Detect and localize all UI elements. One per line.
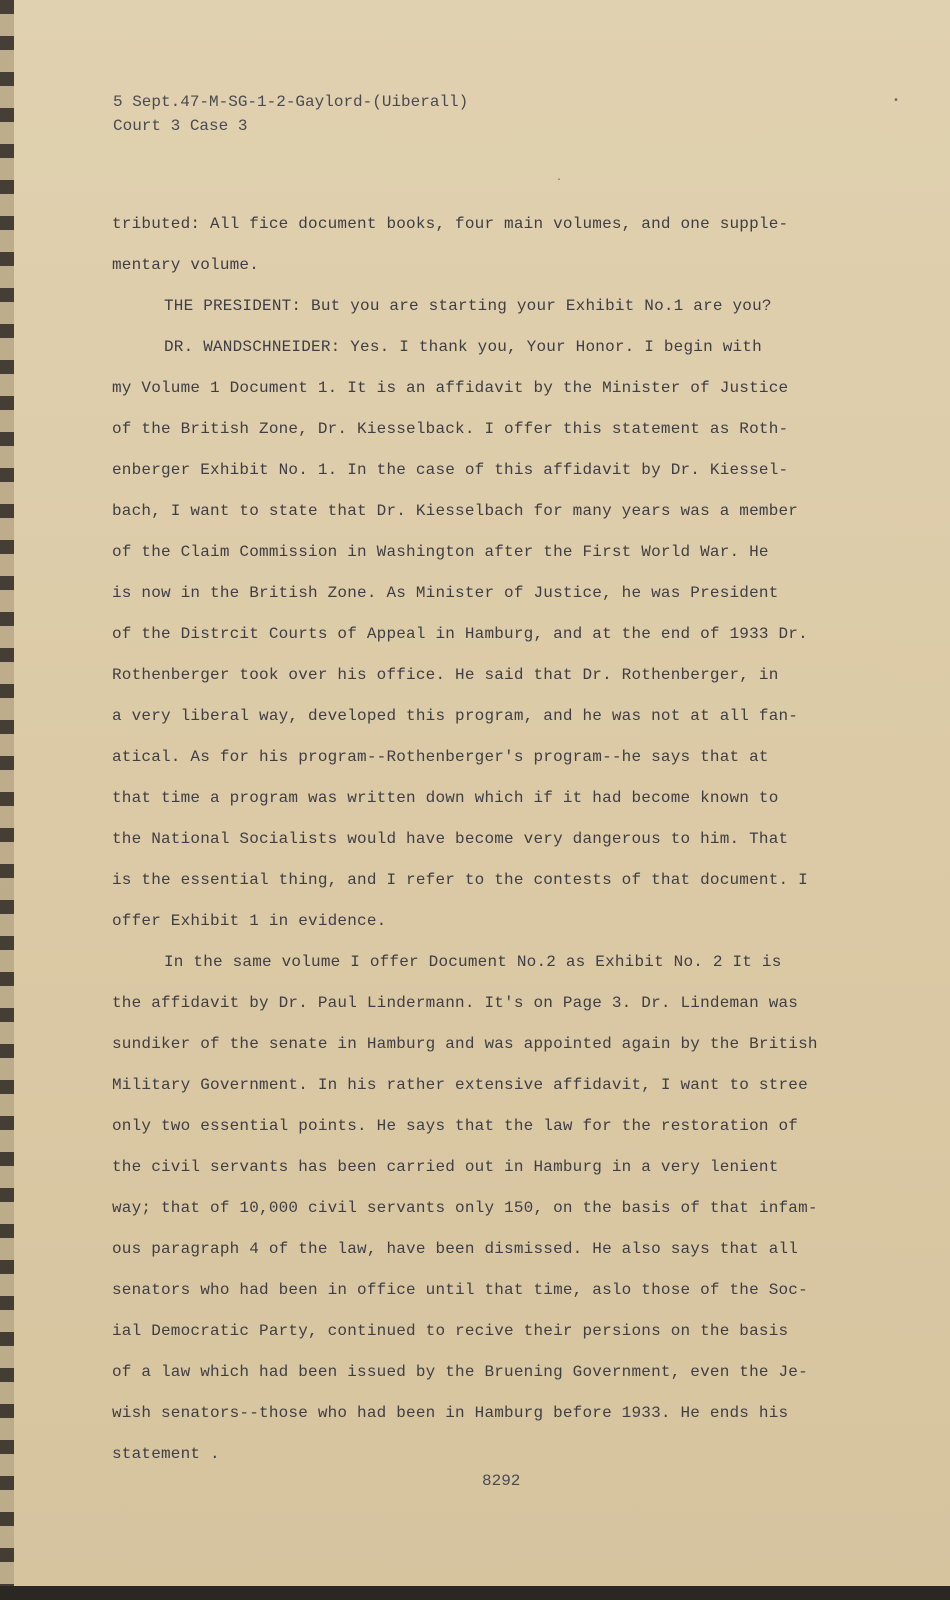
text-line: is now in the British Zone. As Minister of Justice, he was President — [112, 584, 779, 602]
header-court-case: Court 3 Case 3 — [113, 117, 248, 135]
text-line: THE PRESIDENT: But you are starting your Exhibit No.1 are you? — [164, 297, 772, 315]
text-line: wish senators--those who had been in Hamburg before 1933. He ends his — [112, 1404, 789, 1422]
stray-mark: . — [556, 173, 563, 184]
text-line: In the same volume I offer Document No.2 as Exhibit No. 2 It is — [164, 953, 782, 971]
text-line: the affidavit by Dr. Paul Lindermann. It's on Page 3. Dr. Lindeman was — [112, 994, 799, 1012]
binding-strip — [0, 0, 14, 1600]
text-line: of the Distrcit Courts of Appeal in Hamburg, and at the end of 1933 Dr. — [112, 625, 808, 643]
text-line: offer Exhibit 1 in evidence. — [112, 912, 387, 930]
text-line: Military Government. In his rather extensive affidavit, I want to stree — [112, 1076, 808, 1094]
text-line: of the British Zone, Dr. Kiesselback. I offer this statement as Roth- — [112, 420, 789, 438]
text-line: enberger Exhibit No. 1. In the case of this affidavit by Dr. Kiessel- — [112, 461, 789, 479]
text-line: of the Claim Commission in Washington after the First World War. He — [112, 543, 769, 561]
text-line: only two essential points. He says that the law for the restoration of — [112, 1117, 799, 1135]
text-line: ous paragraph 4 of the law, have been dismissed. He also says that all — [112, 1240, 799, 1258]
text-line: DR. WANDSCHNEIDER: Yes. I thank you, Your Honor. I begin with — [164, 338, 762, 356]
text-line: a very liberal way, developed this program, and he was not at all fan- — [112, 707, 799, 725]
text-line: the National Socialists would have become very dangerous to him. That — [112, 830, 789, 848]
text-line: of a law which had been issued by the Bruening Government, even the Je- — [112, 1363, 808, 1381]
text-line: ial Democratic Party, continued to recive their persions on the basis — [112, 1322, 789, 1340]
text-line: my Volume 1 Document 1. It is an affidavit by the Minister of Justice — [112, 379, 789, 397]
header-reference: 5 Sept.47-M-SG-1-2-Gaylord-(Uiberall) — [113, 93, 469, 111]
text-line: tributed: All fice document books, four main volumes, and one supple- — [112, 215, 789, 233]
text-line: way; that of 10,000 civil servants only 150, on the basis of that infam- — [112, 1199, 818, 1217]
transcript-body — [112, 210, 872, 1481]
page-number: 8292 — [482, 1472, 521, 1490]
text-line: sundiker of the senate in Hamburg and was appointed again by the British — [112, 1035, 818, 1053]
bottom-edge — [0, 1586, 950, 1600]
margin-mark: • — [893, 96, 900, 107]
text-line: mentary volume. — [112, 256, 260, 274]
text-line: atical. As for his program--Rothenberger's program--he says that at — [112, 748, 769, 766]
text-line: is the essential thing, and I refer to the contests of that document. I — [112, 871, 808, 889]
text-line: bach, I want to state that Dr. Kiesselbach for many years was a member — [112, 502, 799, 520]
text-line: senators who had been in office until that time, aslo those of the Soc- — [112, 1281, 808, 1299]
document-header — [113, 90, 468, 138]
text-line: the civil servants has been carried out in Hamburg in a very lenient — [112, 1158, 779, 1176]
text-line: Rothenberger took over his office. He said that Dr. Rothenberger, in — [112, 666, 779, 684]
text-line: statement . — [112, 1445, 220, 1463]
text-line: that time a program was written down which if it had become known to — [112, 789, 779, 807]
